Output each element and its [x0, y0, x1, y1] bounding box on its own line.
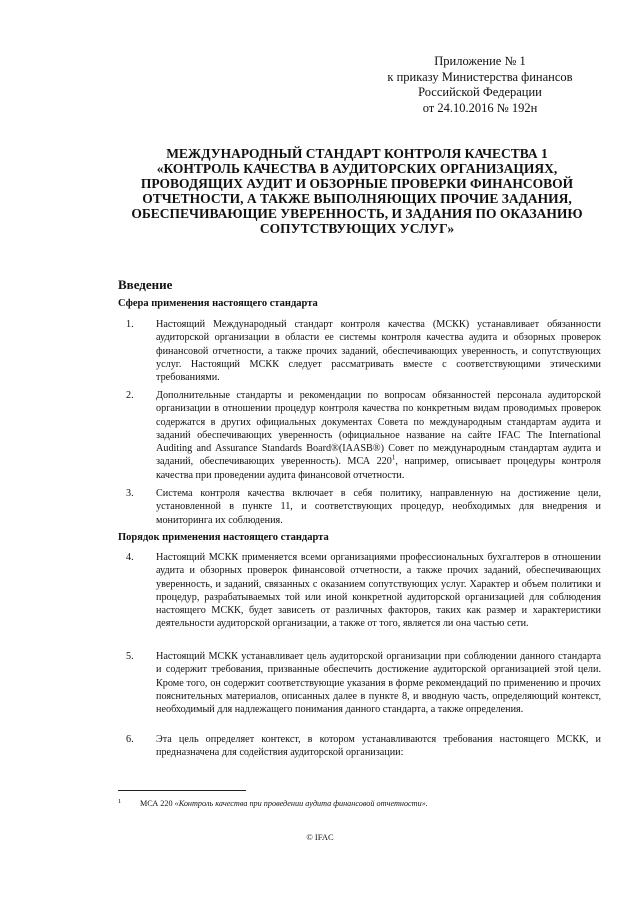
- paragraph-6: [118, 733, 601, 760]
- paragraph-text-part: , например, описывает процедуры контроля качества при проведении аудита финансовой отчетности.: [156, 456, 601, 481]
- footnote-ref: МСА 220: [140, 799, 175, 808]
- section2-heading: Порядок применения настоящего стандарта: [118, 532, 329, 543]
- paragraph-number: 3.: [126, 488, 134, 499]
- footnote-number: 1: [118, 798, 122, 805]
- paragraph-text: Настоящий МСКК применяется всеми организациями профессиональных бухгалтеров в отношении аудита и обзорных проверок финансовой отчетности, а также прочих заданий, обеспечивающих уверенность, и заданий, связанных с оказанием сопутствующих услуг. Характер и объем политики и процедур, разрабатываемых той или иной конкретной аудиторской организацией для соблюдения настоящего МСКК, будет зависеть от различных факторов, таких как размер и характеристики деятельности аудиторской организации, а также от того, является ли она частью сети.: [156, 552, 601, 630]
- appendix-line-4: от 24.10.2016 № 192н: [422, 100, 538, 115]
- paragraph-text: Настоящий МСКК устанавливает цель аудиторской организации при соблюдении данного стандарта и содержит требования, призванные обеспечить достижение аудиторской организацией этой цели. Кроме того, он содержит соответствующие указания в форме рекомендаций по применению и прочих пояснительных материалов, описанных далее в пункте 8, и вводную часть, определяющий контекст, необходимый для надлежащего понимания данного стандарта, а также определения.: [156, 651, 601, 716]
- paragraph-text: [156, 389, 601, 482]
- footnote: [118, 799, 601, 809]
- paragraph-number: 6.: [126, 734, 134, 745]
- title-line-5: ОБЕСПЕЧИВАЮЩИЕ УВЕРЕННОСТЬ, И ЗАДАНИЯ ПО ОКАЗАНИЮ: [131, 206, 583, 221]
- appendix-line-2: к приказу Министерства финансов: [387, 69, 573, 84]
- paragraph-number: 1.: [126, 319, 134, 330]
- paragraph-text: Настоящий Международный стандарт контроля качества (МСКК) устанавливает обязанности аудиторской организации в области ее системы контроля качества аудита и обзорных проверок финансовой отчетности, а также прочих заданий, обеспечивающих уверенность, и сопутствующих услуг. Настоящий МСКК следует рассматривать вместе с соответствующими этическими требованиями.: [156, 319, 601, 384]
- title-line-3: ПРОВОДЯЩИХ АУДИТ И ОБЗОРНЫЕ ПРОВЕРКИ ФИНАНСОВОЙ: [140, 176, 574, 191]
- footnote-mark: 1: [391, 454, 396, 463]
- document-title: [112, 146, 602, 236]
- paragraph-text-part: Дополнительные стандарты и рекомендации по вопросам обязанностей персонала аудиторской организации в отношении процедур контроля качества по конкретным видам проводимых проверок содержатся в других официальных документах Совета по международным стандартам аудита и заданий обеспечивающих уверенность (официальное название на сайте IFAC The International Auditing and Assurance Standards Board®(IAASB®) Совет по международным стандартам аудита и заданий, обеспечивающих уверенность). МСА 220: [156, 390, 601, 468]
- paragraph-number: 5.: [126, 651, 134, 662]
- paragraph-2: [118, 389, 601, 482]
- section1-heading: Сфера применения настоящего стандарта: [118, 298, 318, 309]
- title-line-2: «КОНТРОЛЬ КАЧЕСТВА В АУДИТОРСКИХ ОРГАНИЗАЦИЯХ,: [156, 161, 558, 176]
- title-line-6: СОПУТСТВУЮЩИХ УСЛУГ»: [259, 221, 455, 236]
- paragraph-4: [118, 551, 601, 631]
- paragraph-5: [118, 650, 601, 716]
- paragraph-number: 2.: [126, 390, 134, 401]
- appendix-block: [360, 54, 600, 116]
- appendix-line-1: Приложение № 1: [434, 54, 526, 68]
- paragraph-text: Система контроля качества включает в себя политику, направленную на достижение цели, установленной в пункте 11, и соответствующих процедур, необходимых для внедрения и мониторинга их соблюдения.: [156, 488, 601, 526]
- paragraph-1: [118, 318, 601, 384]
- appendix-line-3: Российской Федерации: [418, 85, 542, 99]
- paragraph-text: Эта цель определяет контекст, в котором устанавливаются требования настоящего МСКК, и предназначена для содействия аудиторской организации:: [156, 734, 601, 759]
- footnote-divider: [118, 790, 246, 791]
- title-line-4: ОТЧЕТНОСТИ, А ТАКЖЕ ВЫПОЛНЯЮЩИХ ПРОЧИЕ ЗАДАНИЯ,: [142, 191, 572, 206]
- title-line-1: МЕЖДУНАРОДНЫЙ СТАНДАРТ КОНТРОЛЯ КАЧЕСТВА 1: [166, 146, 548, 161]
- footnote-title: «Контроль качества при проведении аудита финансовой отчетности».: [174, 799, 428, 808]
- intro-heading: Введение: [118, 277, 173, 292]
- paragraph-3: [118, 487, 601, 527]
- copyright: © IFAC: [306, 832, 334, 842]
- paragraph-number: 4.: [126, 552, 134, 563]
